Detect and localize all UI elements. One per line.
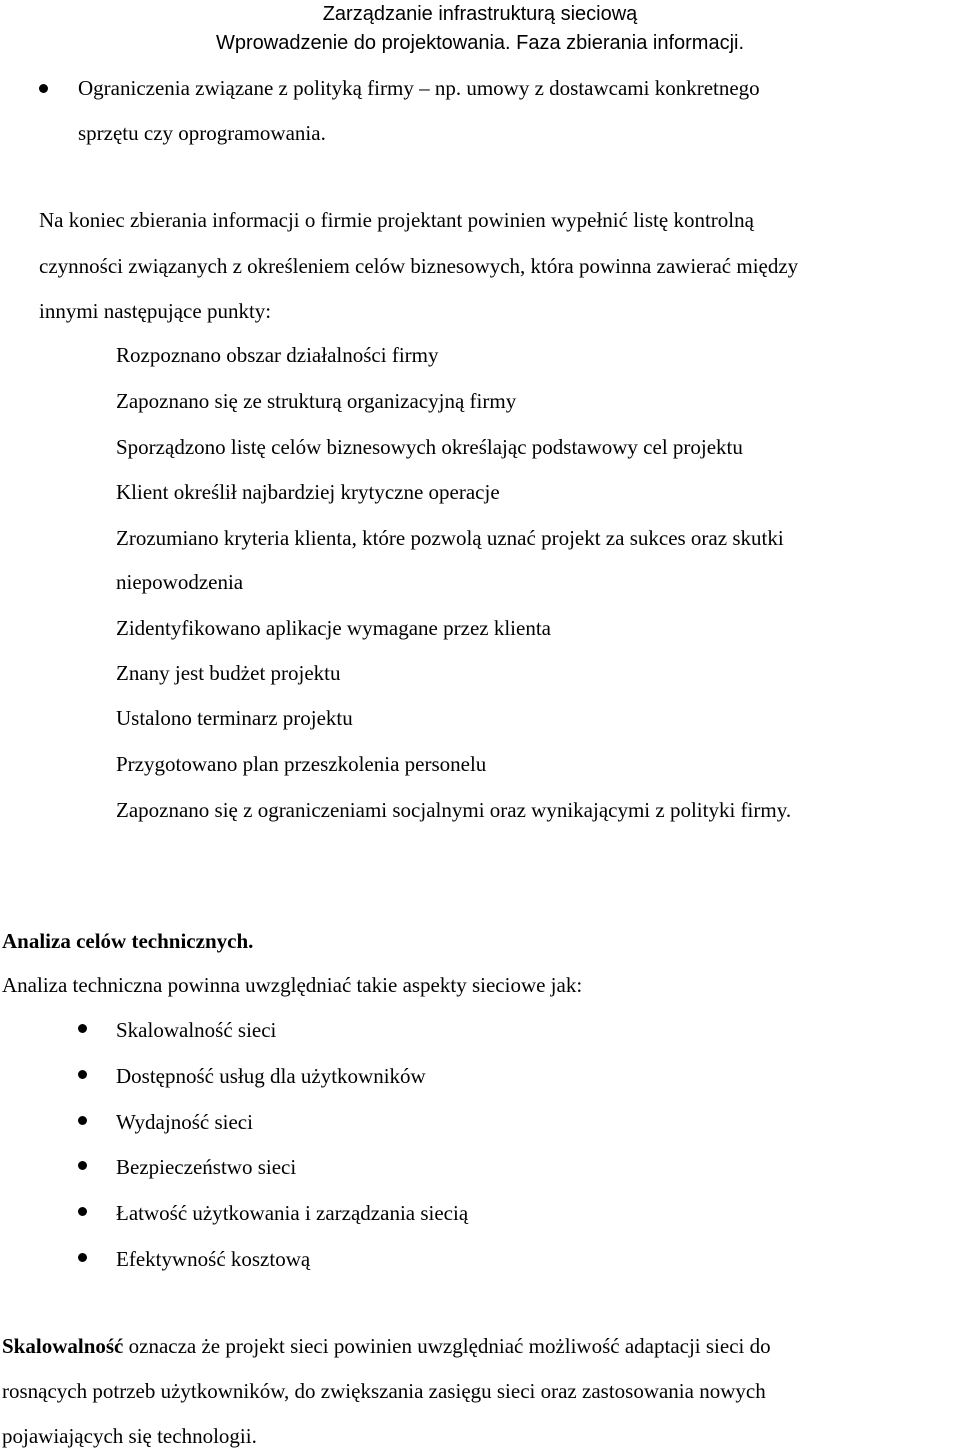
aspect-item: Wydajność sieci: [116, 1110, 253, 1134]
aspect-item: Efektywność kosztową: [116, 1247, 311, 1271]
scalability-line2: rosnących potrzeb użytkowników, do zwiększania zasięgu sieci oraz zastosowania nowych: [2, 1379, 766, 1403]
checklist-item: Zapoznano się ze strukturą organizacyjną firmy: [116, 389, 517, 413]
checklist-item: Znany jest budżet projektu: [116, 661, 341, 685]
scalability-line1-text: oznacza że projekt sieci powinien uwzględniać możliwość adaptacji sieci do: [123, 1334, 771, 1358]
checklist-item: Rozpoznano obszar działalności firmy: [116, 343, 439, 367]
aspect-item: Bezpieczeństwo sieci: [116, 1155, 297, 1179]
intro-bullet-line2: sprzętu czy oprogramowania.: [78, 121, 326, 145]
checklist-item: Zidentyfikowano aplikacje wymagane przez klienta: [116, 616, 551, 640]
header-title: Zarządzanie infrastrukturą sieciową: [322, 3, 638, 25]
scalability-line3: pojawiających się technologii.: [2, 1424, 257, 1448]
aspect-item: Dostępność usług dla użytkowników: [116, 1064, 426, 1088]
scalability-line1: [2, 1334, 771, 1358]
header-subtitle: Wprowadzenie do projektowania. Faza zbierania informacji.: [215, 32, 745, 54]
section-heading: Analiza celów technicznych.: [2, 929, 254, 953]
bullet-icon: [78, 1116, 87, 1125]
aspect-item: Skalowalność sieci: [116, 1018, 277, 1042]
aspect-item: Łatwość użytkowania i zarządzania siecią: [116, 1201, 469, 1225]
checklist-intro-line2: czynności związanych z określeniem celów biznesowych, która powinna zawierać między: [39, 254, 799, 278]
checklist-item: Sporządzono listę celów biznesowych określając podstawowy cel projektu: [116, 435, 743, 459]
checklist-item: Zrozumiano kryteria klienta, które pozwolą uznać projekt za sukces oraz skutki: [116, 526, 784, 550]
checklist-item-continuation: niepowodzenia: [116, 570, 244, 594]
checklist-intro-line1: Na koniec zbierania informacji o firmie projektant powinien wypełnić listę kontrolną: [39, 208, 754, 232]
checklist-item: Ustalono terminarz projektu: [116, 706, 353, 730]
scalability-term: Skalowalność: [2, 1334, 124, 1358]
bullet-icon: [78, 1207, 87, 1216]
bullet-icon: [78, 1253, 87, 1262]
checklist-item: Klient określił najbardziej krytyczne operacje: [116, 480, 500, 504]
checklist-intro-line3: innymi następujące punkty:: [39, 299, 272, 323]
bullet-icon: [78, 1161, 87, 1170]
intro-bullet-line1: Ograniczenia związane z polityką firmy – np. umowy z dostawcami konkretnego: [78, 76, 760, 100]
page-header: [0, 0, 960, 58]
bullet-icon: [39, 84, 48, 93]
checklist-item: Zapoznano się z ograniczeniami socjalnymi oraz wynikającymi z polityki firmy.: [116, 798, 792, 822]
bullet-icon: [78, 1070, 87, 1079]
technical-intro: Analiza techniczna powinna uwzględniać takie aspekty sieciowe jak:: [2, 973, 583, 997]
checklist-item: Przygotowano plan przeszkolenia personelu: [116, 752, 487, 776]
bullet-icon: [78, 1024, 87, 1033]
